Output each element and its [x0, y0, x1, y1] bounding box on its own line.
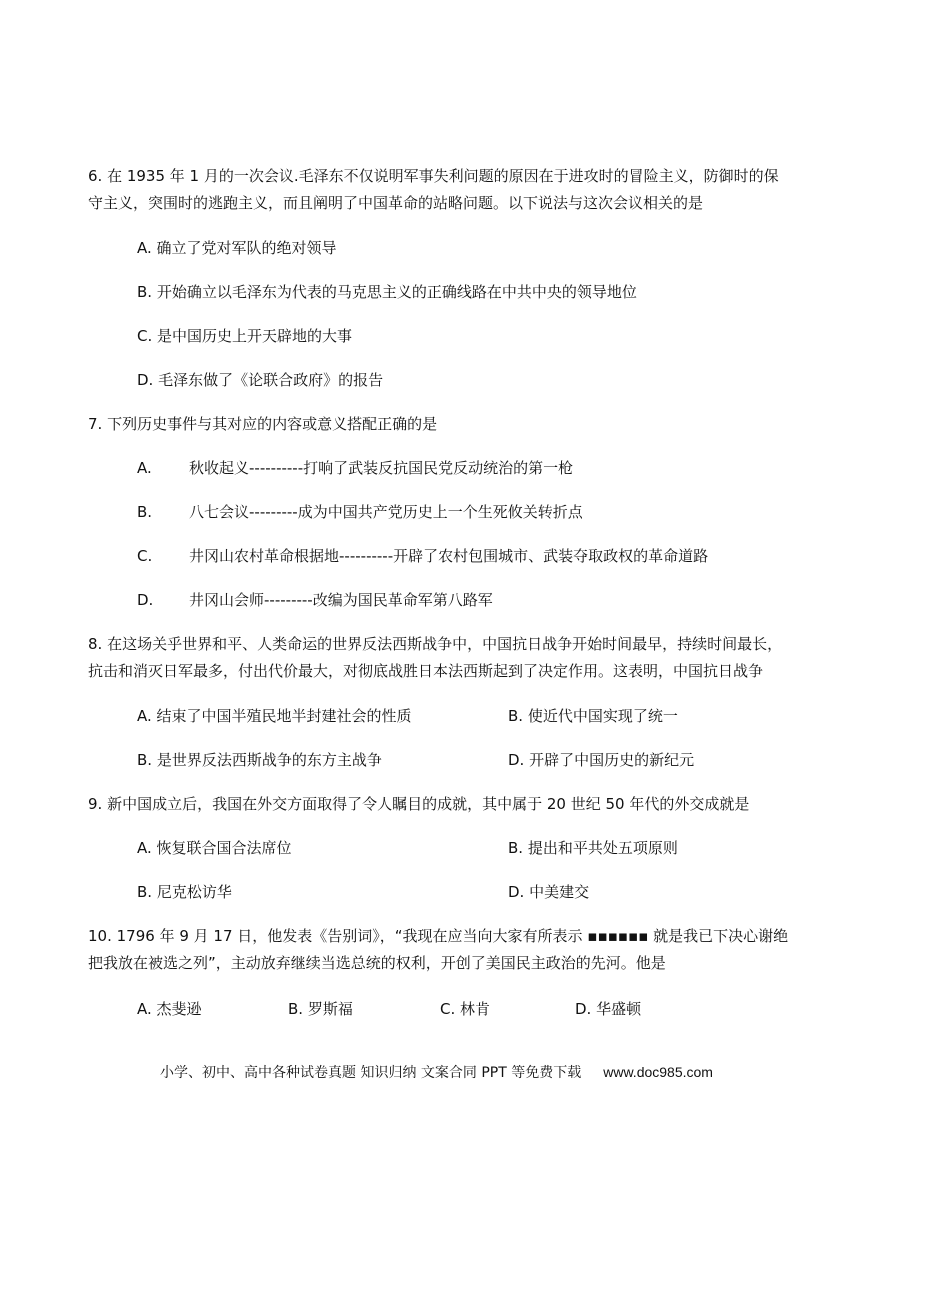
- question-10-stem-line1: 10. 1796 年 9 月 17 日，他发表《告别词》，“我现在应当向大家有所表示 ▪▪▪▪▪▪ 就是我已下决心谢绝: [88, 927, 789, 945]
- option-letter: C.: [137, 547, 153, 565]
- question-6-stem-line2: 守主义，突围时的逃跑主义，而且阐明了中国革命的站略问题。以下说法与这次会议相关的是: [88, 194, 704, 212]
- option-text: 井冈山会师---------改编为国民革命军第八路军: [189, 591, 493, 609]
- question-6-stem-line1: 6. 在 1935 年 1 月的一次会议.毛泽东不仅说明军事失利问题的原因在于进攻时的冒险主义，防御时的保: [88, 167, 779, 185]
- question-7-stem: 7. 下列历史事件与其对应的内容或意义搭配正确的是: [88, 415, 438, 433]
- option-letter: B.: [137, 503, 153, 521]
- question-10-option-c: C. 林肯: [440, 1000, 491, 1018]
- footer-url-link[interactable]: www.doc985.com: [603, 1064, 713, 1080]
- option-letter: D.: [137, 591, 154, 609]
- question-8-stem-line2: 抗击和消灭日军最多，付出代价最大，对彻底战胜日本法西斯起到了决定作用。这表明，中国抗日战争: [88, 662, 764, 680]
- question-10-option-a: A. 杰斐逊: [137, 1000, 202, 1018]
- option-text: 八七会议---------成为中国共产党历史上一个生死攸关转折点: [189, 503, 583, 521]
- question-8-option-a: A. 结束了中国半殖民地半封建社会的性质: [137, 707, 412, 725]
- question-6-option-c: C. 是中国历史上开天辟地的大事: [137, 327, 353, 345]
- question-9-stem: 9. 新中国成立后，我国在外交方面取得了令人瞩目的成就，其中属于 20 世纪 50 年代的外交成就是: [88, 795, 750, 813]
- question-8-option-d: D. 开辟了中国历史的新纪元: [508, 751, 695, 769]
- question-8-option-c: B. 是世界反法西斯战争的东方主战争: [137, 751, 382, 769]
- question-8-stem-line1: 8. 在这场关乎世界和平、人类命运的世界反法西斯战争中，中国抗日战争开始时间最早，持续时间最长，: [88, 635, 783, 653]
- question-9-option-d: D. 中美建交: [508, 883, 590, 901]
- question-6-option-a: A. 确立了党对军队的绝对领导: [137, 239, 337, 257]
- question-9-option-b: B. 提出和平共处五项原则: [508, 839, 678, 857]
- question-6-option-b: B. 开始确立以毛泽东为代表的马克思主义的正确线路在中共中央的领导地位: [137, 283, 637, 301]
- option-letter: A.: [137, 459, 152, 477]
- footer-text: 小学、初中、高中各种试卷真题 知识归纳 文案合同 PPT 等免费下载: [160, 1065, 582, 1081]
- option-text: 秋收起义----------打响了武装反抗国民党反动统治的第一枪: [189, 459, 574, 477]
- question-7-option-a: [137, 458, 573, 478]
- question-9-option-a: A. 恢复联合国合法席位: [137, 839, 292, 857]
- question-10-option-b: B. 罗斯福: [288, 1000, 353, 1018]
- question-7-option-d: [137, 590, 493, 610]
- question-6-option-d: D. 毛泽东做了《论联合政府》的报告: [137, 371, 384, 389]
- question-10-option-d: D. 华盛顿: [575, 1000, 642, 1018]
- question-7-option-b: [137, 502, 583, 522]
- question-9-option-c: B. 尼克松访华: [137, 883, 232, 901]
- question-10-stem-line2: 把我放在被选之列”，主动放弃继续当选总统的权利，开创了美国民主政治的先河。他是: [88, 954, 666, 972]
- question-8-option-b: B. 使近代中国实现了统一: [508, 707, 678, 725]
- option-text: 井冈山农村革命根据地----------开辟了农村包围城市、武装夺取政权的革命道路: [189, 547, 709, 565]
- question-7-option-c: [137, 546, 708, 566]
- page-footer: [160, 1062, 713, 1083]
